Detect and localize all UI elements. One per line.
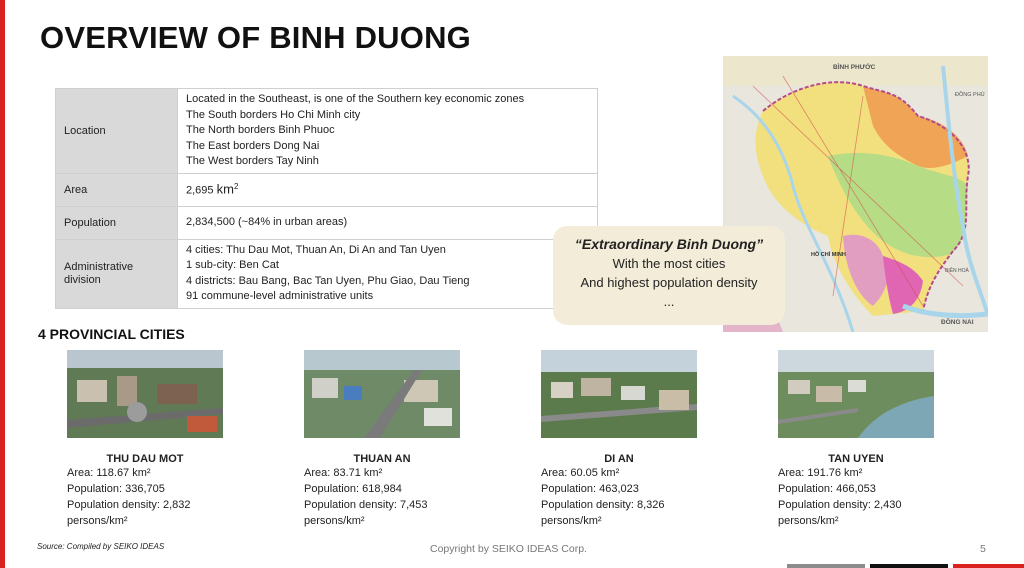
map-label-binh-phuoc: BÌNH PHƯỚC — [833, 64, 876, 71]
callout-title: “Extraordinary Binh Duong” — [574, 236, 764, 252]
city-card — [529, 350, 709, 529]
city-photo-thuan-an — [304, 350, 460, 438]
city-stats — [55, 465, 235, 529]
city-density-unit: persons/km² — [778, 515, 839, 527]
city-area: Area: 83.71 km² — [304, 467, 383, 479]
city-density: Population density: 7,453 — [304, 499, 428, 511]
city-card — [292, 350, 472, 529]
administrative-label-line: Administrative — [64, 261, 134, 273]
section-title: 4 PROVINCIAL CITIES — [38, 326, 185, 342]
map-label-dong-phu: ĐỒNG PHÚ — [955, 92, 985, 98]
page-title: OVERVIEW OF BINH DUONG — [40, 20, 471, 55]
city-density: Population density: 2,430 — [778, 499, 902, 511]
city-stats — [529, 465, 709, 529]
location-value — [178, 89, 598, 174]
city-population: Population: 466,053 — [778, 483, 876, 495]
city-population: Population: 336,705 — [67, 483, 165, 495]
footer-bar-gray — [787, 564, 865, 568]
city-name: DI AN — [604, 453, 634, 465]
city-stats — [292, 465, 472, 529]
city-card — [766, 350, 946, 529]
city-name: THU DAU MOT — [106, 453, 184, 465]
map-label-bien-hoa: BIÊN HOÀ — [945, 268, 969, 274]
administrative-label-line: division — [64, 274, 101, 286]
city-stats — [766, 465, 946, 529]
city-density: Population density: 2,832 — [67, 499, 191, 511]
city-name: TAN UYEN — [828, 453, 884, 465]
administrative-line: 91 commune-level administrative units — [186, 290, 374, 302]
footer-bar-black — [870, 564, 948, 568]
city-card — [55, 350, 235, 529]
city-photo-thu-dau-mot — [67, 350, 223, 438]
area-number: 2,695 — [186, 185, 214, 198]
city-area: Area: 118.67 km² — [67, 467, 151, 479]
source-note: Source: Compiled by SEIKO IDEAS — [37, 542, 165, 551]
city-density: Population density: 8,326 — [541, 499, 665, 511]
population-value: 2,834,500 (~84% in urban areas) — [178, 206, 598, 239]
area-unit-exponent: 2 — [233, 182, 239, 192]
city-area: Area: 60.05 km² — [541, 467, 620, 479]
city-density-unit: persons/km² — [304, 515, 365, 527]
callout-ellipsis: ... — [663, 294, 675, 309]
map-label-dong-nai: ĐỒNG NAI — [941, 319, 974, 326]
table-row-area — [56, 173, 598, 206]
location-line: The West borders Tay Ninh — [186, 155, 319, 167]
page-number: 5 — [980, 543, 986, 555]
copyright: Copyright by SEIKO IDEAS Corp. — [430, 543, 587, 555]
area-value — [178, 173, 598, 206]
city-area: Area: 191.76 km² — [778, 467, 863, 479]
callout-line: With the most cities — [612, 256, 726, 271]
administrative-line: 1 sub-city: Ben Cat — [186, 259, 279, 271]
callout-line: And highest population density — [580, 275, 758, 290]
city-density-unit: persons/km² — [541, 515, 602, 527]
callout-box — [553, 226, 785, 325]
city-photo-tan-uyen — [778, 350, 934, 438]
administrative-line: 4 districts: Bau Bang, Bac Tan Uyen, Phu Giao, Dau Tieng — [186, 274, 470, 287]
table-row-population — [56, 206, 598, 239]
footer-bar-red — [953, 564, 1024, 568]
city-photo-di-an — [541, 350, 697, 438]
location-label: Location — [56, 89, 178, 174]
table-row-location — [56, 89, 598, 174]
location-line: The South borders Ho Chi Minh city — [186, 108, 361, 121]
location-line: Located in the Southeast, is one of the Southern key economic zones — [186, 93, 525, 105]
location-line: The North borders Binh Phuoc — [186, 124, 335, 136]
left-accent-bar — [0, 0, 5, 568]
area-label: Area — [56, 173, 178, 206]
administrative-line: 4 cities: Thu Dau Mot, Thuan An, Di An and Tan Uyen — [186, 243, 446, 256]
administrative-label — [56, 239, 178, 308]
city-name: THUAN AN — [353, 453, 411, 465]
city-population: Population: 463,023 — [541, 483, 639, 495]
city-density-unit: persons/km² — [67, 515, 128, 527]
map-label-ho-chi-minh: HỒ CHÍ MINH — [811, 252, 846, 258]
city-population: Population: 618,984 — [304, 483, 402, 495]
overview-table — [55, 88, 598, 309]
location-line: The East borders Dong Nai — [186, 139, 320, 152]
area-unit: km — [216, 182, 234, 198]
administrative-value — [178, 239, 598, 308]
population-label: Population — [56, 206, 178, 239]
table-row-administrative — [56, 239, 598, 308]
